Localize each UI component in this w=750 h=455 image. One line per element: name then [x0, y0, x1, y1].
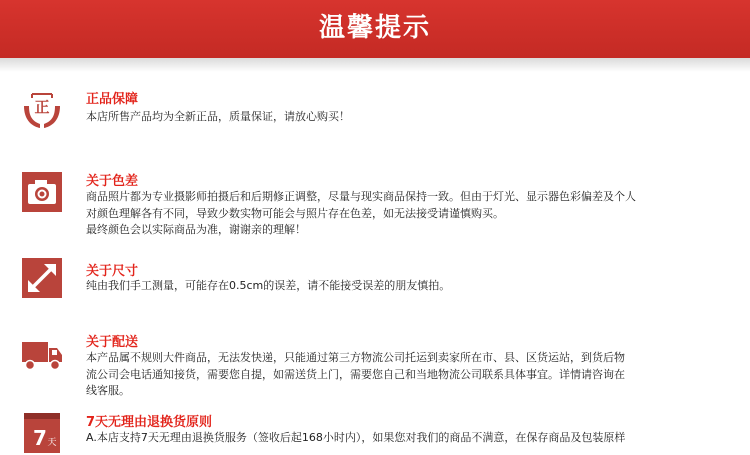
- body-line: 商品照片都为专业摄影师拍摄后和后期修正调整，尽量与现实商品保持一致。但由于灯光、显示器色彩偏差及个人: [86, 190, 636, 203]
- body-line: 对颜色理解各有不同，导致少数实物可能会与照片存在色差，如无法接受请谨慎购买。: [86, 206, 504, 220]
- body-line: 流公司会电话通知接货，需要您自提，如需送货上门，需要您自己和当地物流公司联系具体事宜。详情请咨询在: [86, 367, 625, 381]
- body-line: 本店所售产品均为全新正品，质量保证，请放心购买！: [86, 110, 350, 123]
- resize-arrow-icon: [20, 256, 64, 300]
- section-body: [86, 430, 734, 447]
- body-line: 本产品属不规则大件商品，无法发快递，只能通过第三方物流公司托运到卖家所在市、县、区货运站，到货后物: [86, 351, 625, 364]
- truck-icon: [20, 334, 64, 378]
- section-body: [86, 350, 734, 400]
- page-title: 温馨提示: [318, 13, 431, 43]
- banner-shadow: [0, 58, 750, 72]
- section-title: 关于配送: [86, 335, 139, 350]
- svg-text:天: 天: [47, 438, 57, 448]
- genuine-hands-icon: [20, 88, 64, 132]
- camera-icon: [20, 170, 64, 214]
- svg-text:正: 正: [34, 98, 50, 116]
- section-title: 关于尺寸: [86, 264, 139, 279]
- body-line: A.本店支持7天无理由退换货服务（签收后起168小时内），如果您对我们的商品不满意，在保存商品及包装原样: [86, 431, 626, 444]
- body-line: 最终颜色会以实际商品为准，谢谢亲的理解！: [86, 223, 306, 236]
- seven-day-return-icon: [20, 411, 64, 455]
- section-title: 关于色差: [86, 174, 139, 189]
- svg-text:7: 7: [33, 426, 47, 450]
- section-body: [86, 109, 734, 126]
- section-title: 7天无理由退换货原则: [86, 415, 213, 430]
- section-title: 正品保障: [86, 92, 139, 107]
- body-line: 线客服。: [86, 384, 130, 397]
- body-line: 纯由我们手工测量，可能存在0.5cm的误差，请不能接受误差的朋友慎拍。: [86, 279, 451, 292]
- section-body: [86, 278, 734, 295]
- section-body: [86, 189, 734, 239]
